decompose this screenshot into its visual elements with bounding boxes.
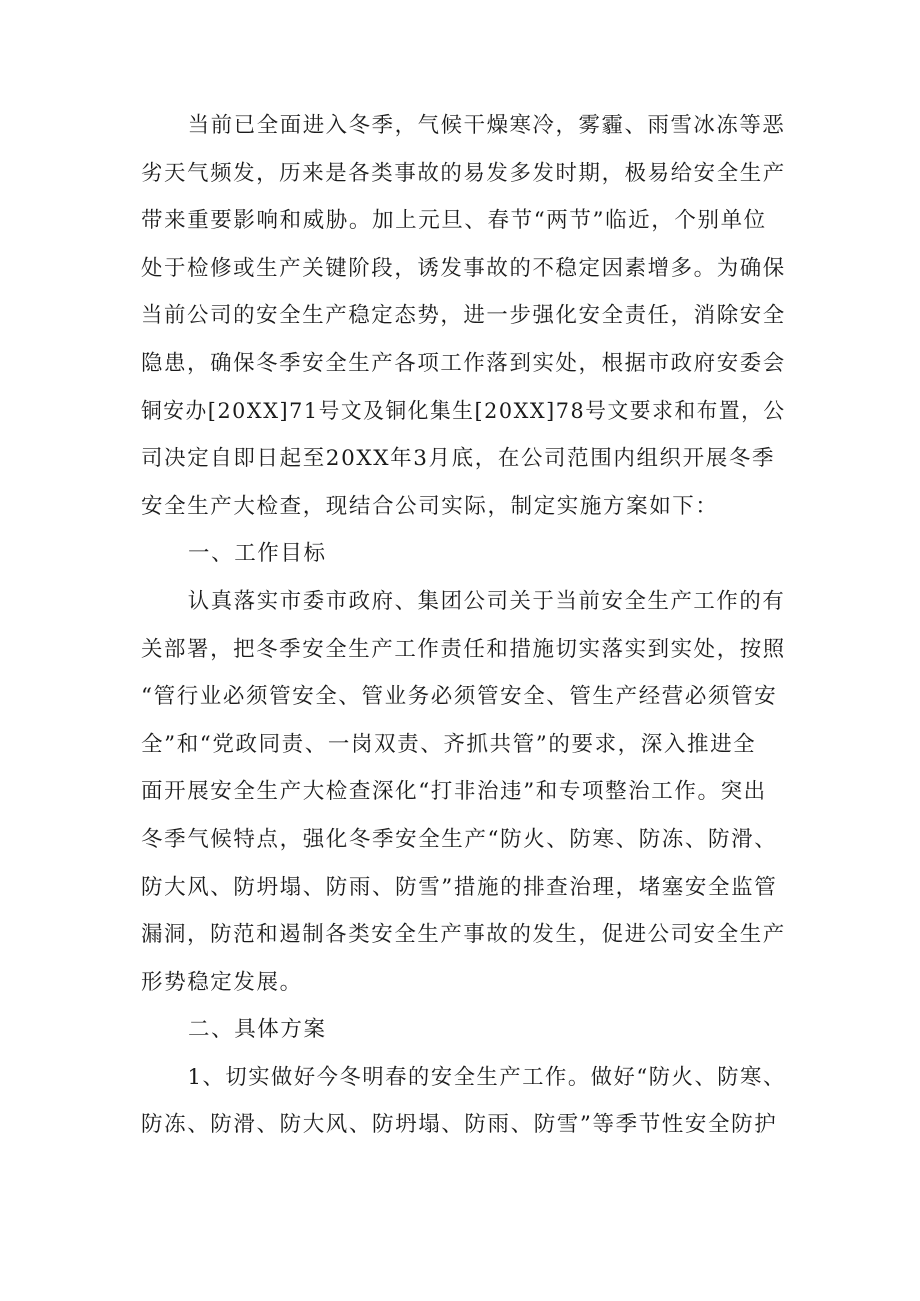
text-line: 当前公司的安全生产稳定态势，进一步强化安全责任，消除安全 [141,303,786,329]
text-line: 铜安办[20XX]71号文及铜化集生[20XX]78号文要求和布置，公 [141,398,786,424]
text-line: 当前已全面进入冬季，气候干燥寒冷，雾霾、雨雪冰冻等恶 [187,113,786,138]
text-line: 处于检修或生产关键阶段，诱发事故的不稳定因素增多。为确保 [141,255,786,281]
text-line: 带来重要影响和威胁。加上元旦、春节“两节”临近，个别单位 [141,208,767,234]
text-line: 防冻、防滑、防大风、防坍塌、防雨、防雪”等季节性安全防护 [141,1112,778,1138]
text-line: 冬季气候特点，强化冬季安全生产“防火、防寒、防冻、防滑、 [141,826,778,852]
text-line: 安全生产大检查，现结合公司实际，制定实施方案如下： [141,493,719,519]
text-line: 一、工作目标 [188,541,327,567]
text-line: 劣天气频发，历来是各类事故的易发多发时期，极易给安全生产 [141,160,786,186]
text-line: 二、具体方案 [188,1017,327,1043]
text-line: 全”和“党政同责、一岗双责、齐抓共管”的要求，深入推进全 [141,731,757,757]
text-line: 面开展安全生产大检查深化“打非治违”和专项整治工作。突出 [141,779,767,805]
text-line: 隐患，确保冬季安全生产各项工作落到实处，根据市政府安委会 [141,350,786,376]
text-line: 1、切实做好今冬明春的安全生产工作。做好“防火、防寒、 [187,1064,786,1090]
text-line: “管行业必须管安全、管业务必须管安全、管生产经营必须管安 [141,684,778,710]
text-line: 司决定自即日起至20XX年3月底，在公司范围内组织开展冬季 [141,446,776,472]
text-line: 防大风、防坍塌、防雨、防雪”措施的排查治理，堵塞安全监管 [141,874,778,900]
document-body [141,102,786,1149]
text-line: 认真落实市委市政府、集团公司关于当前安全生产工作的有 [187,588,786,614]
text-line: 形势稳定发展。 [141,969,303,995]
text-line: 漏洞，防范和遏制各类安全生产事故的发生，促进公司安全生产 [141,922,786,948]
text-line: 关部署，把冬季安全生产工作责任和措施切实落实到实处，按照 [141,636,786,662]
